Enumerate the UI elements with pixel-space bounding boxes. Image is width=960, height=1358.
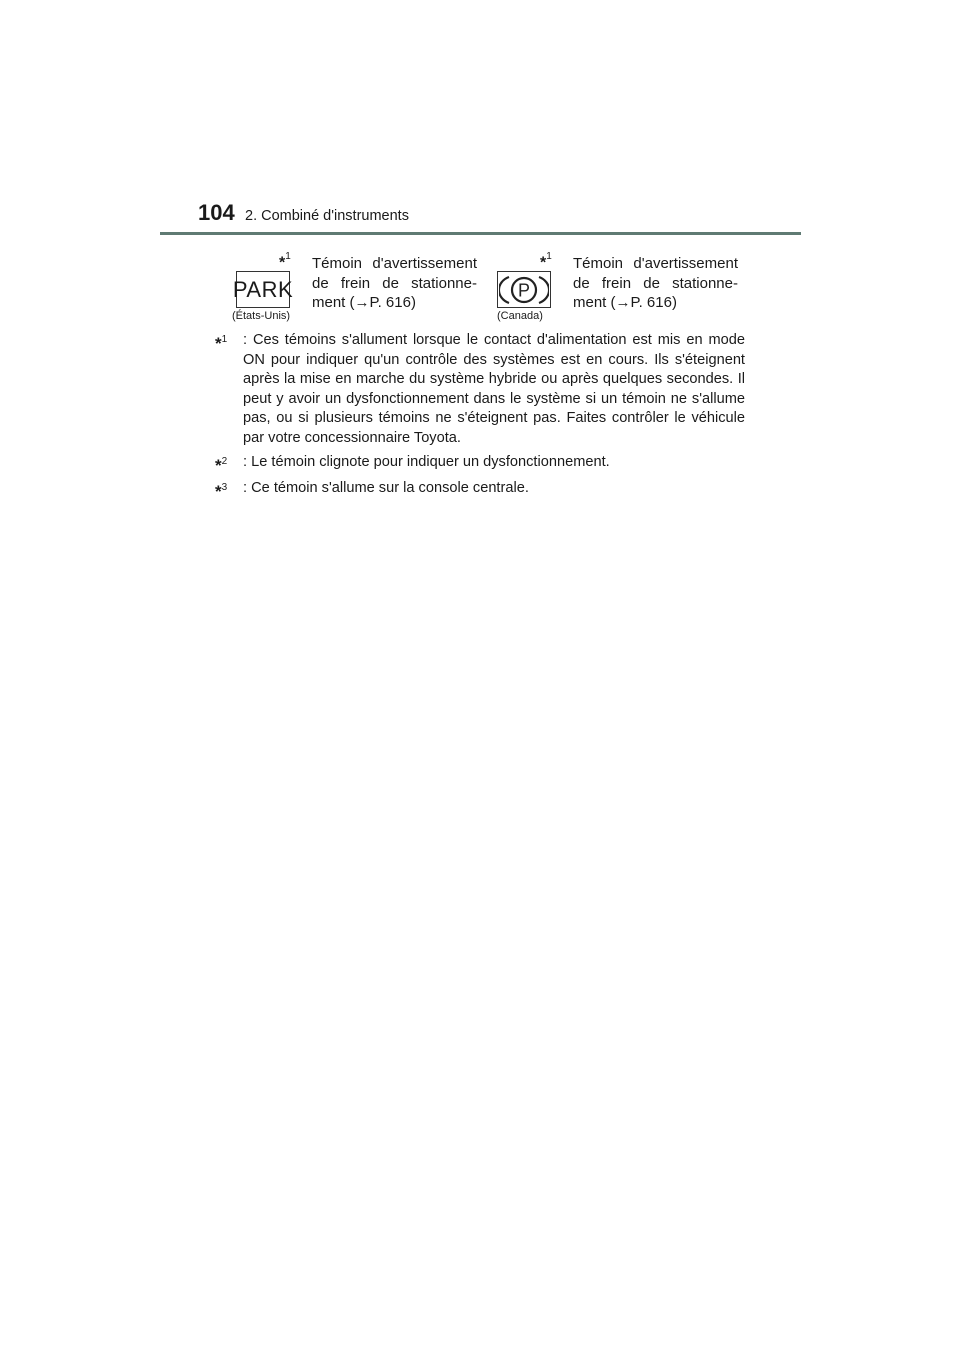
footnote-3-marker: *$^3$ <box>215 481 228 501</box>
footnote-3-text: : Ce témoin s'allume sur la console centrale. <box>243 480 529 496</box>
indicator-description: Témoin d'avertissement de frein de stationne-ment (→P. 616) <box>312 255 477 311</box>
parking-brake-icon <box>497 271 551 308</box>
indicator-description: Témoin d'avertissement de frein de stationne-ment (→P. 616) <box>573 255 738 311</box>
footnote-2-text: : Le témoin clignote pour indiquer un dysfonctionnement. <box>243 454 610 470</box>
parking-brake-icon-letter: P <box>517 280 531 300</box>
section-title: 2. Combiné d'instruments <box>245 208 409 224</box>
park-icon <box>232 271 294 308</box>
footnote-2 <box>215 453 745 473</box>
region-label: (Canada) <box>497 310 543 322</box>
footnote-1-marker: *$^1$ <box>215 333 228 353</box>
footnote-marker: *$^1$ <box>279 251 291 272</box>
footnote-1-text: : Ces témoins s'allument lorsque le contact d'alimentation est mis en mode ON pour indiquer qu'un contrôle des systèmes est en cours. Ils s'éteignent après la mise en marche du système hybride ou après quelques secondes. Il peut y avoir un dysfonctionnement dans le système si un témoin ne s'allume pas, ou si plusieurs témoins ne s'éteignent pas. Faites contrôler le véhicule par votre concessionnaire Toyota. <box>243 332 745 446</box>
footnote-1 <box>215 331 745 448</box>
page-number: 104 <box>198 200 235 225</box>
park-icon-label: PARK <box>232 276 294 302</box>
footnote-3 <box>215 479 745 499</box>
region-label: (États-Unis) <box>232 310 291 322</box>
footnote-marker: *$^1$ <box>540 251 552 272</box>
header-divider <box>160 232 801 235</box>
footnote-2-marker: *$^2$ <box>215 455 228 475</box>
